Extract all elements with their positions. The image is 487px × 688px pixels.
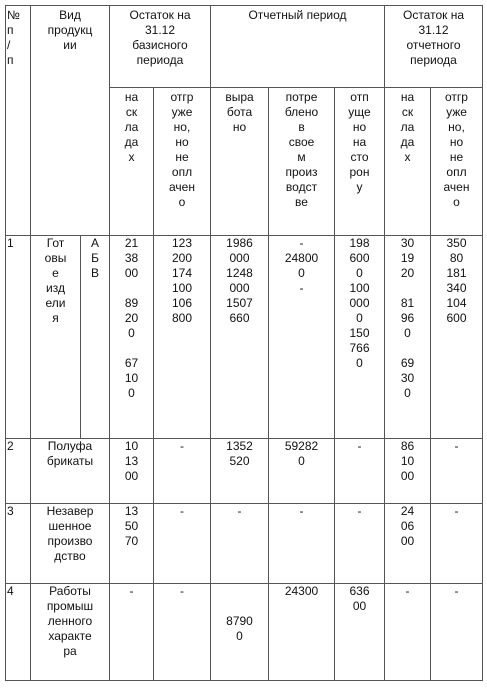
- cell-end-in-stock: 86 10 00: [385, 439, 431, 504]
- cell-produced: 8790 0: [211, 584, 269, 681]
- header-number: № п / п: [6, 6, 31, 236]
- row-number: 3: [6, 504, 31, 584]
- header-end-shipped-unpaid: отгр уже но, но не опл ачен о: [431, 88, 483, 236]
- header-end-in-stock: на ск ла да х: [385, 88, 431, 236]
- header-consumed-own-production: потре блено в свое м произ водст ве: [269, 88, 335, 236]
- cell-end-in-stock: 24 06 00: [385, 504, 431, 584]
- cell-released: 636 00: [335, 584, 385, 681]
- header-reporting-period: Отчетный период: [211, 6, 385, 88]
- row-number: 2: [6, 439, 31, 504]
- cell-consumed: - 24800 0 -: [269, 236, 335, 439]
- table-row: [6, 584, 483, 681]
- cell-produced: -: [211, 504, 269, 584]
- cell-released: -: [335, 504, 385, 584]
- row-product-subtypes: А Б В: [81, 236, 110, 439]
- table-row: [6, 236, 483, 439]
- cell-end-shipped-unpaid: -: [431, 584, 483, 681]
- header-start-shipped-unpaid: отгр уже но, но не опл ачен о: [154, 88, 211, 236]
- cell-end-in-stock: 30 19 20 81 96 0 69 30 0: [385, 236, 431, 439]
- row-product-name: Гот овы е изд ели я: [31, 236, 81, 439]
- cell-produced: 1986 000 1248 000 1507 660: [211, 236, 269, 439]
- header-balance-start: Остаток на 31.12 базисного периода: [110, 6, 211, 88]
- row-product-name: Незавер шенное произво дство: [31, 504, 110, 584]
- table-row: [6, 504, 483, 584]
- cell-released: -: [335, 439, 385, 504]
- production-balance-table: [5, 5, 483, 681]
- cell-end-shipped-unpaid: 350 80 181 340 104 600: [431, 236, 483, 439]
- header-product-type: Вид продукц ии: [31, 6, 110, 236]
- header-released-outside: отп уще но на сто рон у: [335, 88, 385, 236]
- cell-end-shipped-unpaid: -: [431, 504, 483, 584]
- cell-consumed: 24300: [269, 584, 335, 681]
- header-row-top: [6, 6, 483, 88]
- cell-produced: 1352 520: [211, 439, 269, 504]
- cell-start-shipped-unpaid: -: [154, 504, 211, 584]
- cell-start-shipped-unpaid: -: [154, 584, 211, 681]
- cell-start-in-stock: -: [110, 584, 154, 681]
- cell-start-in-stock: 13 50 70: [110, 504, 154, 584]
- cell-start-in-stock: 10 13 00: [110, 439, 154, 504]
- row-number: 1: [6, 236, 31, 439]
- cell-consumed: -: [269, 504, 335, 584]
- cell-end-in-stock: -: [385, 584, 431, 681]
- header-balance-end: Остаток на 31.12 отчетного периода: [385, 6, 483, 88]
- cell-consumed: 59282 0: [269, 439, 335, 504]
- cell-end-shipped-unpaid: -: [431, 439, 483, 504]
- row-product-name: Работы промыш ленного характе ра: [31, 584, 110, 681]
- header-produced: выра бота но: [211, 88, 269, 236]
- cell-start-shipped-unpaid: 123 200 174 100 106 800: [154, 236, 211, 439]
- cell-released: 198 600 0 100 000 0 150 766 0: [335, 236, 385, 439]
- row-number: 4: [6, 584, 31, 681]
- header-start-in-stock: на ск ла да х: [110, 88, 154, 236]
- cell-start-in-stock: 21 38 00 89 20 0 67 10 0: [110, 236, 154, 439]
- cell-start-shipped-unpaid: -: [154, 439, 211, 504]
- table-row: [6, 439, 483, 504]
- row-product-name: Полуфа брикаты: [31, 439, 110, 504]
